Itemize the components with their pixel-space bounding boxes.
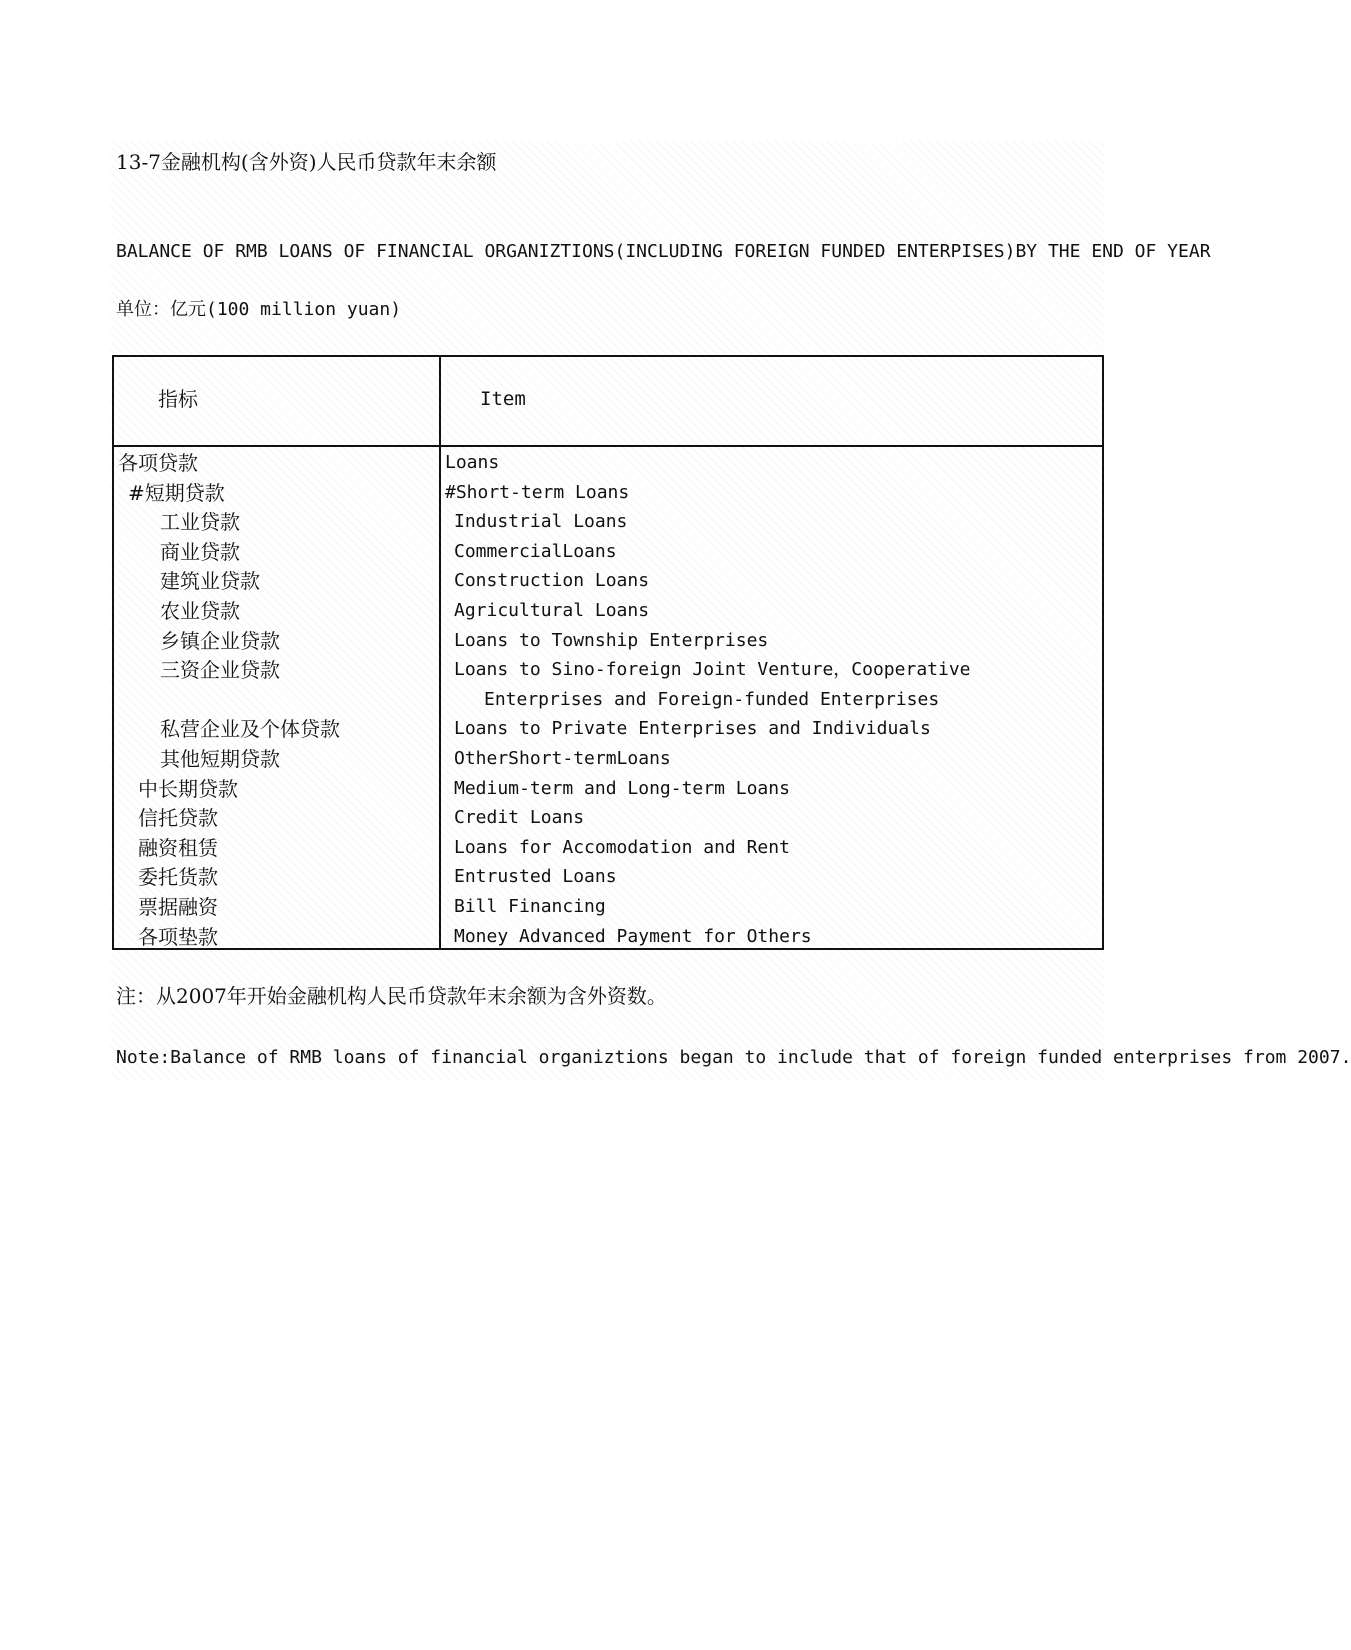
header-divider [114, 445, 1102, 447]
row-label-en [444, 655, 1109, 714]
table-row [114, 655, 1102, 714]
row-label-en: Bill Financing [454, 895, 606, 917]
row-label-en: Medium-term and Long-term Loans [454, 777, 790, 799]
row-label-cn: 工业贷款 [160, 510, 240, 535]
row-label-en-line2: Enterprises and Foreign-funded Enterprises [484, 688, 940, 710]
table-row [114, 862, 1102, 892]
row-label-cn: 三资企业贷款 [160, 658, 280, 683]
row-label-cn: 票据融资 [138, 894, 218, 919]
table-row [114, 596, 1102, 626]
table-row [114, 478, 1102, 508]
row-label-cn: 融资租赁 [138, 835, 218, 860]
header-indicator-cn: 指标 [158, 387, 198, 411]
table-row [114, 448, 1102, 478]
row-label-en: Agricultural Loans [454, 599, 650, 621]
table-body [114, 448, 1102, 951]
row-label-cn: 乡镇企业贷款 [160, 628, 280, 653]
footnote-en: Note:Balance of RMB loans of financial organiztions began to include that of foreign funded enterprises from 2007. [116, 1047, 1351, 1068]
row-label-en: OtherShort-termLoans [454, 747, 671, 769]
row-label-cn: 中长期贷款 [138, 776, 238, 801]
row-label-cn: 私营企业及个体贷款 [160, 717, 340, 742]
table-row [114, 744, 1102, 774]
header-item-en: Item [480, 388, 526, 410]
table-row [114, 892, 1102, 922]
table-row [114, 566, 1102, 596]
row-label-cn: 农业贷款 [160, 598, 240, 623]
row-label-en: Industrial Loans [454, 511, 628, 533]
row-label-cn: 其他短期贷款 [160, 746, 280, 771]
row-label-cn: 各项贷款 [118, 451, 198, 475]
table-row [114, 922, 1102, 952]
row-label-en: Construction Loans [454, 570, 650, 592]
table-row [114, 507, 1102, 537]
row-label-cn: 各项垫款 [138, 924, 218, 949]
row-label-en: Entrusted Loans [454, 866, 617, 888]
unit-label: 单位：亿元(100 million yuan) [116, 299, 402, 320]
loans-table [112, 355, 1104, 950]
row-label-en: Money Advanced Payment for Others [454, 925, 812, 947]
row-label-en: CommercialLoans [454, 540, 617, 562]
row-label-en: Loans to Township Enterprises [454, 629, 769, 651]
row-label-en-line1: Loans to Sino-foreign Joint Venture，Cooperative [454, 659, 971, 681]
table-row [114, 626, 1102, 656]
table-row [114, 774, 1102, 804]
row-label-en: Loans for Accomodation and Rent [454, 836, 790, 858]
row-label-en: Credit Loans [454, 807, 585, 829]
page-title-en: BALANCE OF RMB LOANS OF FINANCIAL ORGANIZTIONS(INCLUDING FOREIGN FUNDED ENTERPISES)BY THE END OF YEAR [116, 241, 1211, 262]
row-label-cn: 商业贷款 [160, 539, 240, 564]
table-row [114, 714, 1102, 744]
row-label-en: Loans to Private Enterprises and Individuals [454, 718, 931, 740]
row-label-cn: 委托货款 [138, 865, 218, 890]
page-title-cn: 13-7金融机构(含外资)人民币贷款年末余额 [116, 150, 497, 174]
row-label-cn: 建筑业贷款 [160, 569, 260, 594]
table-row [114, 833, 1102, 863]
row-label-en: Loans [445, 452, 500, 473]
footnote-cn: 注：从2007年开始金融机构人民币贷款年末余额为含外资数。 [116, 984, 667, 1008]
row-label-en: #Short-term Loans [445, 481, 630, 503]
row-label-cn: #短期贷款 [128, 480, 225, 505]
table-row [114, 803, 1102, 833]
row-label-cn: 信托贷款 [138, 806, 218, 831]
table-row [114, 537, 1102, 567]
